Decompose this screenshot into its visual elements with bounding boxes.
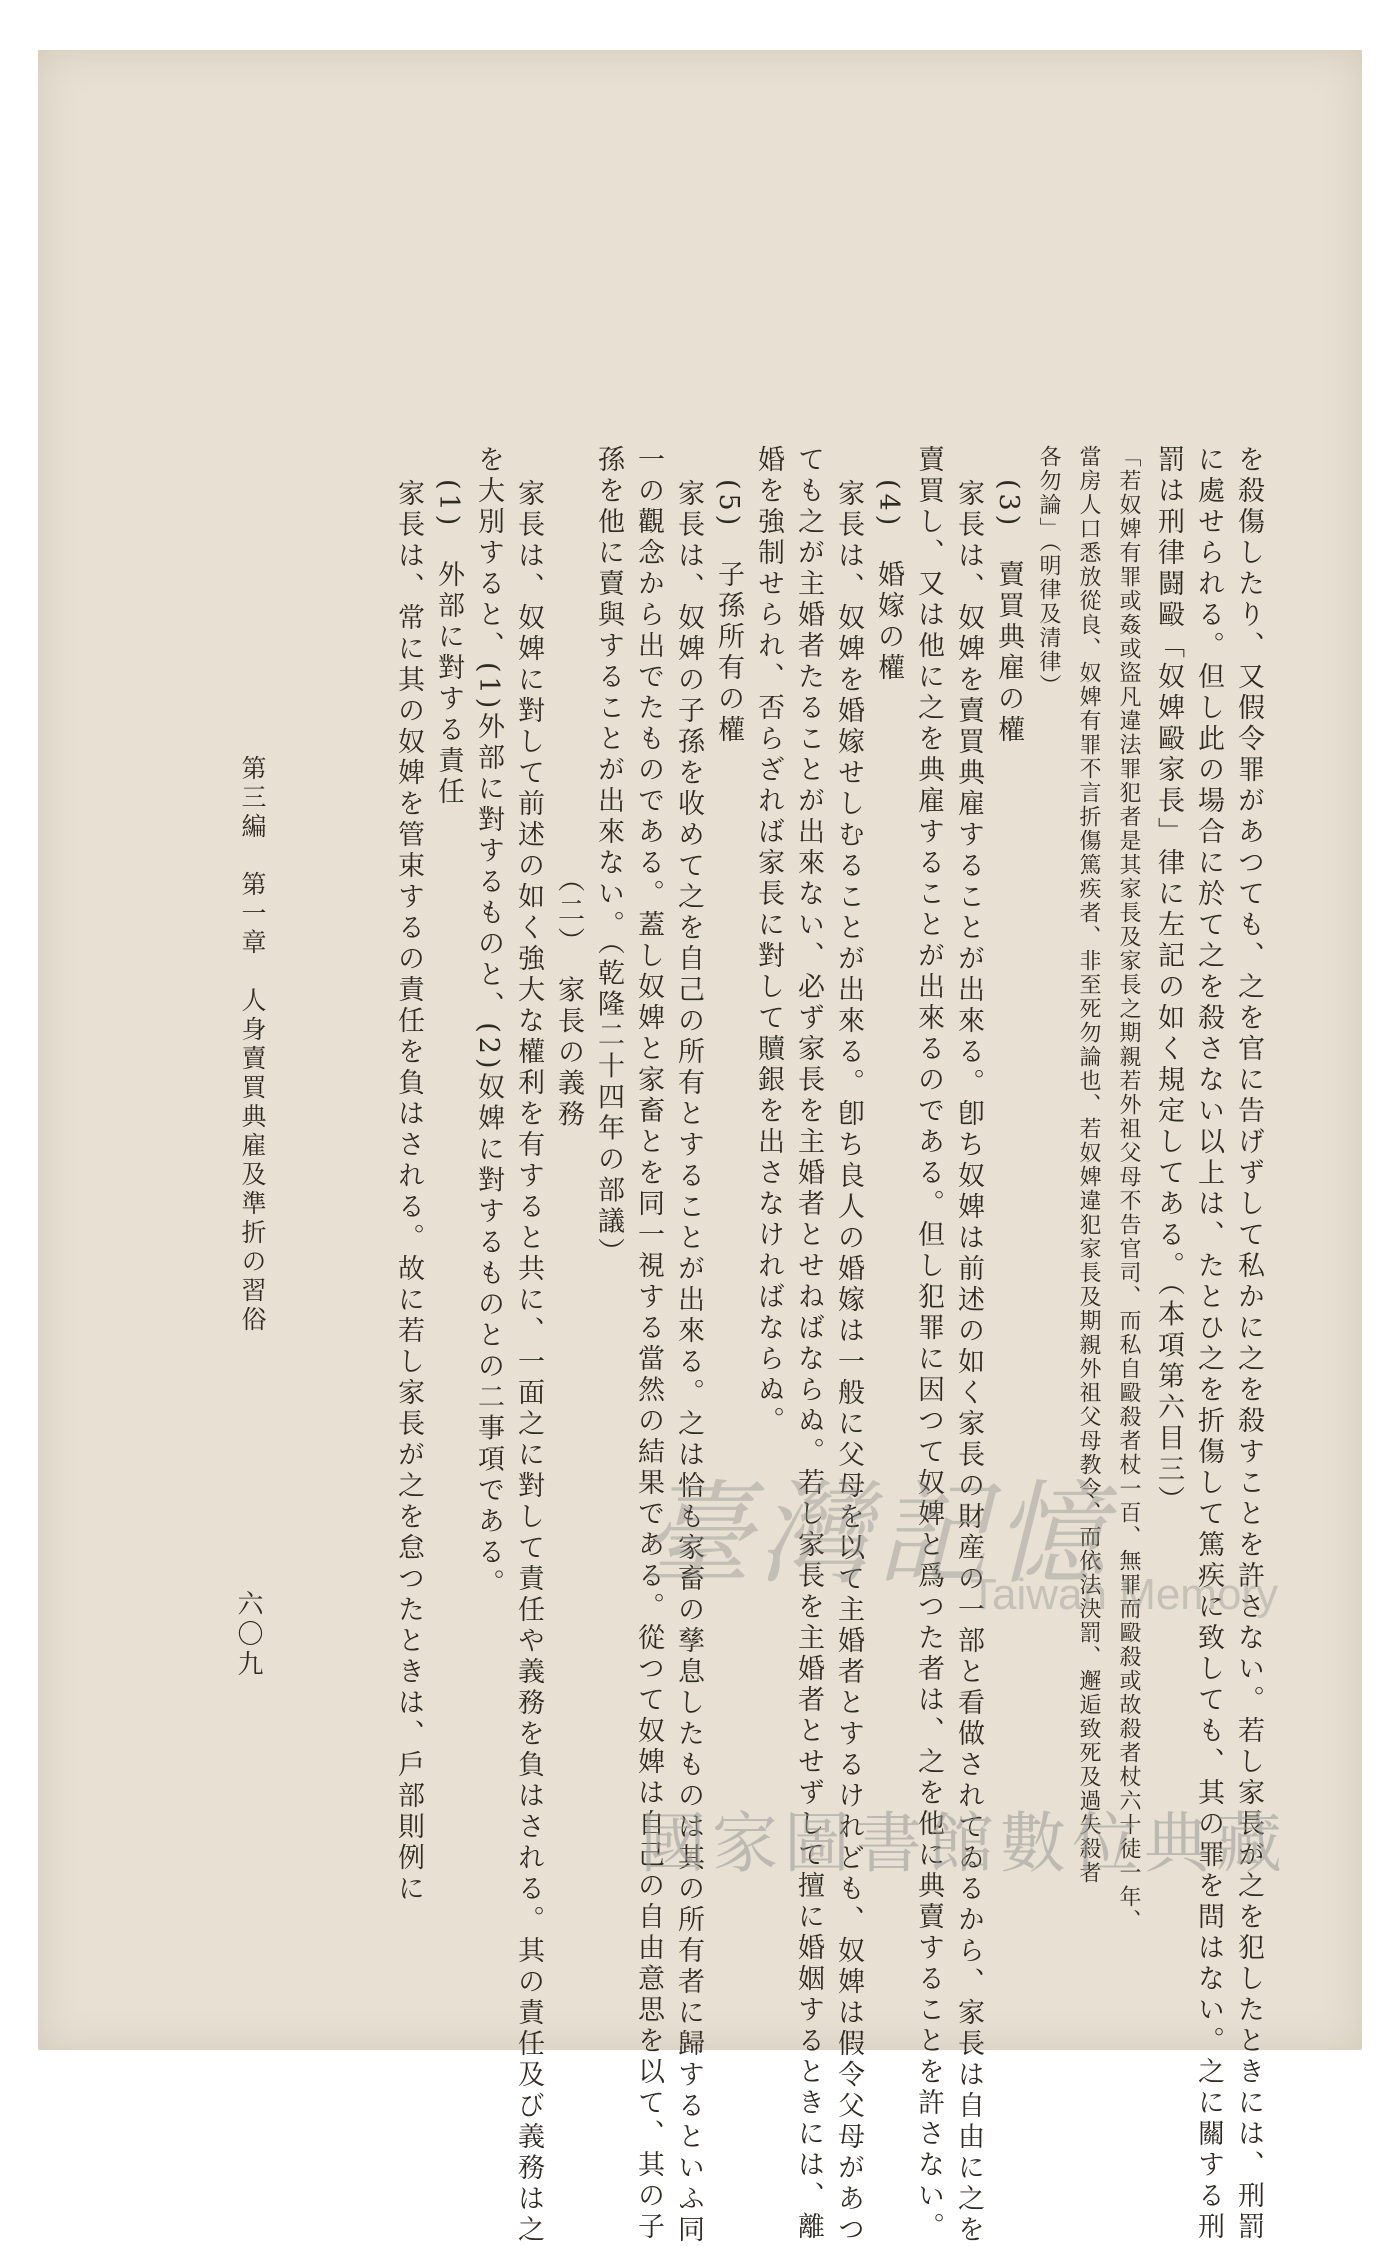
text-column: 當房人口悉放從良、奴婢有罪不言折傷篤疾者、非至死勿論也、若奴婢違犯家長及期親外祖父母教令、而依法決罰、邂逅致死及過失殺者 [1076, 445, 1101, 1885]
text-column: 家長は、奴婢を婚嫁せしむることが出來る。卽ち良人の婚嫁は一般に父母を以て主婚者とするけれども、奴婢は假令父母があつ [833, 479, 864, 2246]
watermark-logo-text: 臺灣記憶 [640, 1470, 1112, 1600]
text-column: を殺傷したり、又假令罪があつても、之を官に告げずして私かに之を殺すことを許さない。若し家長が之を犯したときには、刑罰 [1233, 445, 1264, 2243]
text-column: (4) 婚嫁の權 [873, 479, 904, 685]
text-column: 「若奴婢有罪或姦或盜凡違法罪犯者是其家長及家長之期親若外祖父母不告官司、而私自毆殺者杖一百、無罪而毆殺或故殺者杖六十徒一年、 [1116, 445, 1141, 1933]
text-column: 各勿論」（明律及清律） [1036, 445, 1061, 698]
text-column: 賣買し、又は他に之を典雇することが出來るのである。但し犯罪に因つて奴婢と爲つた者は、之を他に典賣することを許さない。 [913, 445, 944, 2243]
text-column: に處せられる。但し此の場合に於て之を殺さない以上は、たとひ之を折傷して篤疾に致しても、其の罪を問はない。之に關する刑 [1193, 445, 1224, 2243]
text-column: 罰は刑律闘毆「奴婢毆家長」律に左記の如く規定してある。（本項第六目三） [1153, 445, 1184, 1517]
text-column: 家長は、奴婢を賣買典雇することが出來る。卽ち奴婢は前述の如く家長の財産の一部と看做されてゐるから、家長は自由に之を [953, 479, 984, 2246]
page-number: 六〇九 [233, 1590, 263, 1680]
text-column: 家長は、奴婢の子孫を收めて之を自己の所有とすることが出來る。之は恰も家畜の孳息したものは其の所有者に歸するといふ同 [673, 479, 704, 2246]
text-column: 孫を他に賣與することが出來ない。（乾隆二十四年の部議） [593, 445, 624, 1269]
text-column: 家長は、奴婢に對して前述の如く強大な權利を有すると共に、一面之に對して責任や義務を負はされる。其の責任及び義務は之 [513, 479, 544, 2246]
watermark-library-name: 國家圖書館數位典藏 [640, 1805, 1288, 1882]
watermark-logo-english: Taiwan Memory [970, 1570, 1279, 1619]
running-header: 第三編 第一章 人身賣買典雇及準折の習俗 [238, 755, 267, 1335]
text-column: 一の觀念から出でたものである。蓋し奴婢と家畜とを同一視する當然の結果である。從つて奴婢は自己の自由意思を以て、其の子 [633, 445, 664, 2243]
text-column: （二） 家長の義務 [553, 865, 584, 1131]
text-column: ても之が主婚者たることが出來ない、必ず家長を主婚者とせねばならぬ。若し家長を主婚者とせずして擅に婚姻するときには、離 [793, 445, 824, 2243]
text-column: を大別すると、(1)外部に對するものと、(2)奴婢に對するものとの二事項である。 [473, 445, 504, 1600]
text-column: (1) 外部に對する責任 [433, 479, 464, 809]
text-column: (5) 子孫所有の權 [713, 479, 744, 747]
text-column: (3) 賣買典雇の權 [993, 479, 1024, 747]
text-column: 家長は、常に其の奴婢を管束するの責任を負はされる。故に若し家長が之を怠つたときは、戶部則例に [393, 479, 424, 1905]
text-column: 婚を強制せられ、否らざれば家長に對して贖銀を出さなければならぬ。 [753, 445, 784, 1437]
watermark-logo [640, 1445, 1360, 1775]
